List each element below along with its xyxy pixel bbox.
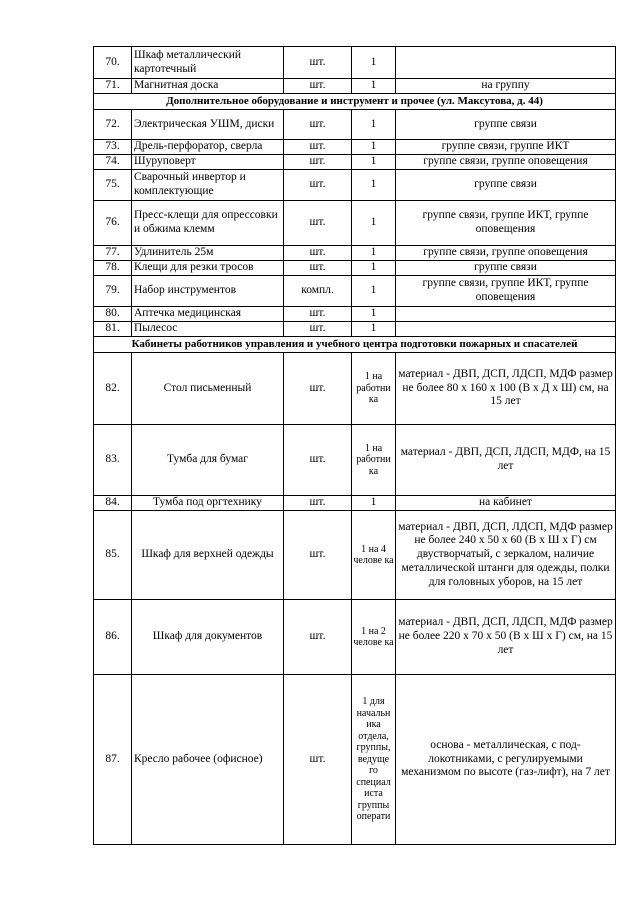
item-quantity: 1 [352,47,396,79]
table-row [94,322,616,337]
item-unit: шт. [284,170,352,201]
table-row [94,170,616,201]
item-quantity: 1 [352,110,396,140]
item-note [396,322,616,337]
row-number: 78. [94,261,132,276]
item-name: Шкаф для документов [132,600,284,675]
row-number: 71. [94,79,132,94]
item-unit: шт. [284,425,352,496]
item-quantity: 1 [352,307,396,322]
table-row [94,140,616,155]
item-quantity: 1 [352,170,396,201]
item-unit: шт. [284,511,352,600]
table-row [94,261,616,276]
item-name: Удлинитель 25м [132,246,284,261]
row-number: 80. [94,307,132,322]
item-name: Пресс-клещи для опрессовки и обжима клемм [132,201,284,246]
row-number: 77. [94,246,132,261]
row-number: 82. [94,353,132,425]
item-name: Сварочный инвертор и комплектующие [132,170,284,201]
item-quantity: 1 на работни ка [352,353,396,425]
item-note: группе связи [396,261,616,276]
row-number: 85. [94,511,132,600]
item-quantity: 1 на 2 челове ка [352,600,396,675]
item-name: Тумба под оргтехнику [132,496,284,511]
row-number: 73. [94,140,132,155]
item-quantity: 1 [352,201,396,246]
item-quantity: 1 на работни ка [352,425,396,496]
row-number: 72. [94,110,132,140]
item-note: материал - ДВП, ДСП, ЛДСП, МДФ, на 15 лет [396,425,616,496]
item-note: материал - ДВП, ДСП, ЛДСП, МДФ размер не более 220 х 70 х 50 (В х Ш х Г) см, на 15 лет [396,600,616,675]
table-row [94,79,616,94]
item-unit: шт. [284,322,352,337]
item-note: группе связи, группе ИКТ, группе оповещения [396,276,616,307]
item-unit: шт. [284,110,352,140]
section-title: Дополнительное оборудование и инструмент и прочее (ул. Максутова, д. 44) [94,94,616,110]
item-unit: компл. [284,276,352,307]
item-quantity: 1 для начальн ика отдела, группы, ведуще го специал иста группы операти [352,675,396,845]
item-name: Клещи для резки тросов [132,261,284,276]
row-number: 86. [94,600,132,675]
item-note: группе связи [396,170,616,201]
table-row [94,47,616,79]
table-row [94,675,616,845]
item-name: Магнитная доска [132,79,284,94]
item-note: группе связи, группе ИКТ [396,140,616,155]
row-number: 84. [94,496,132,511]
item-note: группе связи, группе оповещения [396,246,616,261]
equipment-table-body [94,47,616,845]
item-name: Набор инструментов [132,276,284,307]
item-note: на группу [396,79,616,94]
section-header-row [94,94,616,110]
table-row [94,155,616,170]
item-note: основа - металлическая, с под- локотниками, с регулируемыми механизмом по высоте (газ-лифт), на 7 лет [396,675,616,845]
table-row [94,201,616,246]
row-number: 75. [94,170,132,201]
item-note: группе связи [396,110,616,140]
item-unit: шт. [284,79,352,94]
item-note: группе связи, группе оповещения [396,155,616,170]
item-note: на кабинет [396,496,616,511]
item-name: Дрель-перфоратор, сверла [132,140,284,155]
item-unit: шт. [284,600,352,675]
row-number: 79. [94,276,132,307]
item-quantity: 1 на 4 челове ка [352,511,396,600]
item-quantity: 1 [352,496,396,511]
table-row [94,110,616,140]
item-unit: шт. [284,201,352,246]
row-number: 76. [94,201,132,246]
item-unit: шт. [284,496,352,511]
table-row [94,246,616,261]
row-number: 74. [94,155,132,170]
item-unit: шт. [284,353,352,425]
table-row [94,276,616,307]
item-note [396,47,616,79]
row-number: 81. [94,322,132,337]
item-unit: шт. [284,307,352,322]
table-row [94,307,616,322]
row-number: 70. [94,47,132,79]
section-title: Кабинеты работников управления и учебного центра подготовки пожарных и спасателей [94,337,616,353]
item-name: Кресло рабочее (офисное) [132,675,284,845]
item-unit: шт. [284,261,352,276]
item-quantity: 1 [352,276,396,307]
item-quantity: 1 [352,322,396,337]
table-row [94,511,616,600]
item-quantity: 1 [352,246,396,261]
item-note: группе связи, группе ИКТ, группе оповещения [396,201,616,246]
item-quantity: 1 [352,79,396,94]
item-name: Пылесос [132,322,284,337]
item-quantity: 1 [352,155,396,170]
table-row [94,353,616,425]
item-name: Аптечка медицинская [132,307,284,322]
item-note: материал - ДВП, ДСП, ЛДСП, МДФ размер не более 240 х 50 х 60 (В х Ш х Г) см двустворчатый, с зеркалом, наличие металлической штанги для одежды, полки для головных уборов, на 15 лет [396,511,616,600]
row-number: 87. [94,675,132,845]
item-name: Электрическая УШМ, диски [132,110,284,140]
item-unit: шт. [284,675,352,845]
item-unit: шт. [284,246,352,261]
item-name: Шкаф для верхней одежды [132,511,284,600]
item-note [396,307,616,322]
table-row [94,600,616,675]
table-row [94,425,616,496]
row-number: 83. [94,425,132,496]
item-name: Шуруповерт [132,155,284,170]
item-name: Тумба для бумаг [132,425,284,496]
item-quantity: 1 [352,261,396,276]
item-unit: шт. [284,47,352,79]
equipment-table [93,46,616,845]
item-name: Стол письменный [132,353,284,425]
item-unit: шт. [284,155,352,170]
item-unit: шт. [284,140,352,155]
item-quantity: 1 [352,140,396,155]
item-note: материал - ДВП, ДСП, ЛДСП, МДФ размер не более 80 х 160 х 100 (В х Д х Ш) см, на 15 лет [396,353,616,425]
item-name: Шкаф металлический картотечный [132,47,284,79]
table-row [94,496,616,511]
section-header-row [94,337,616,353]
